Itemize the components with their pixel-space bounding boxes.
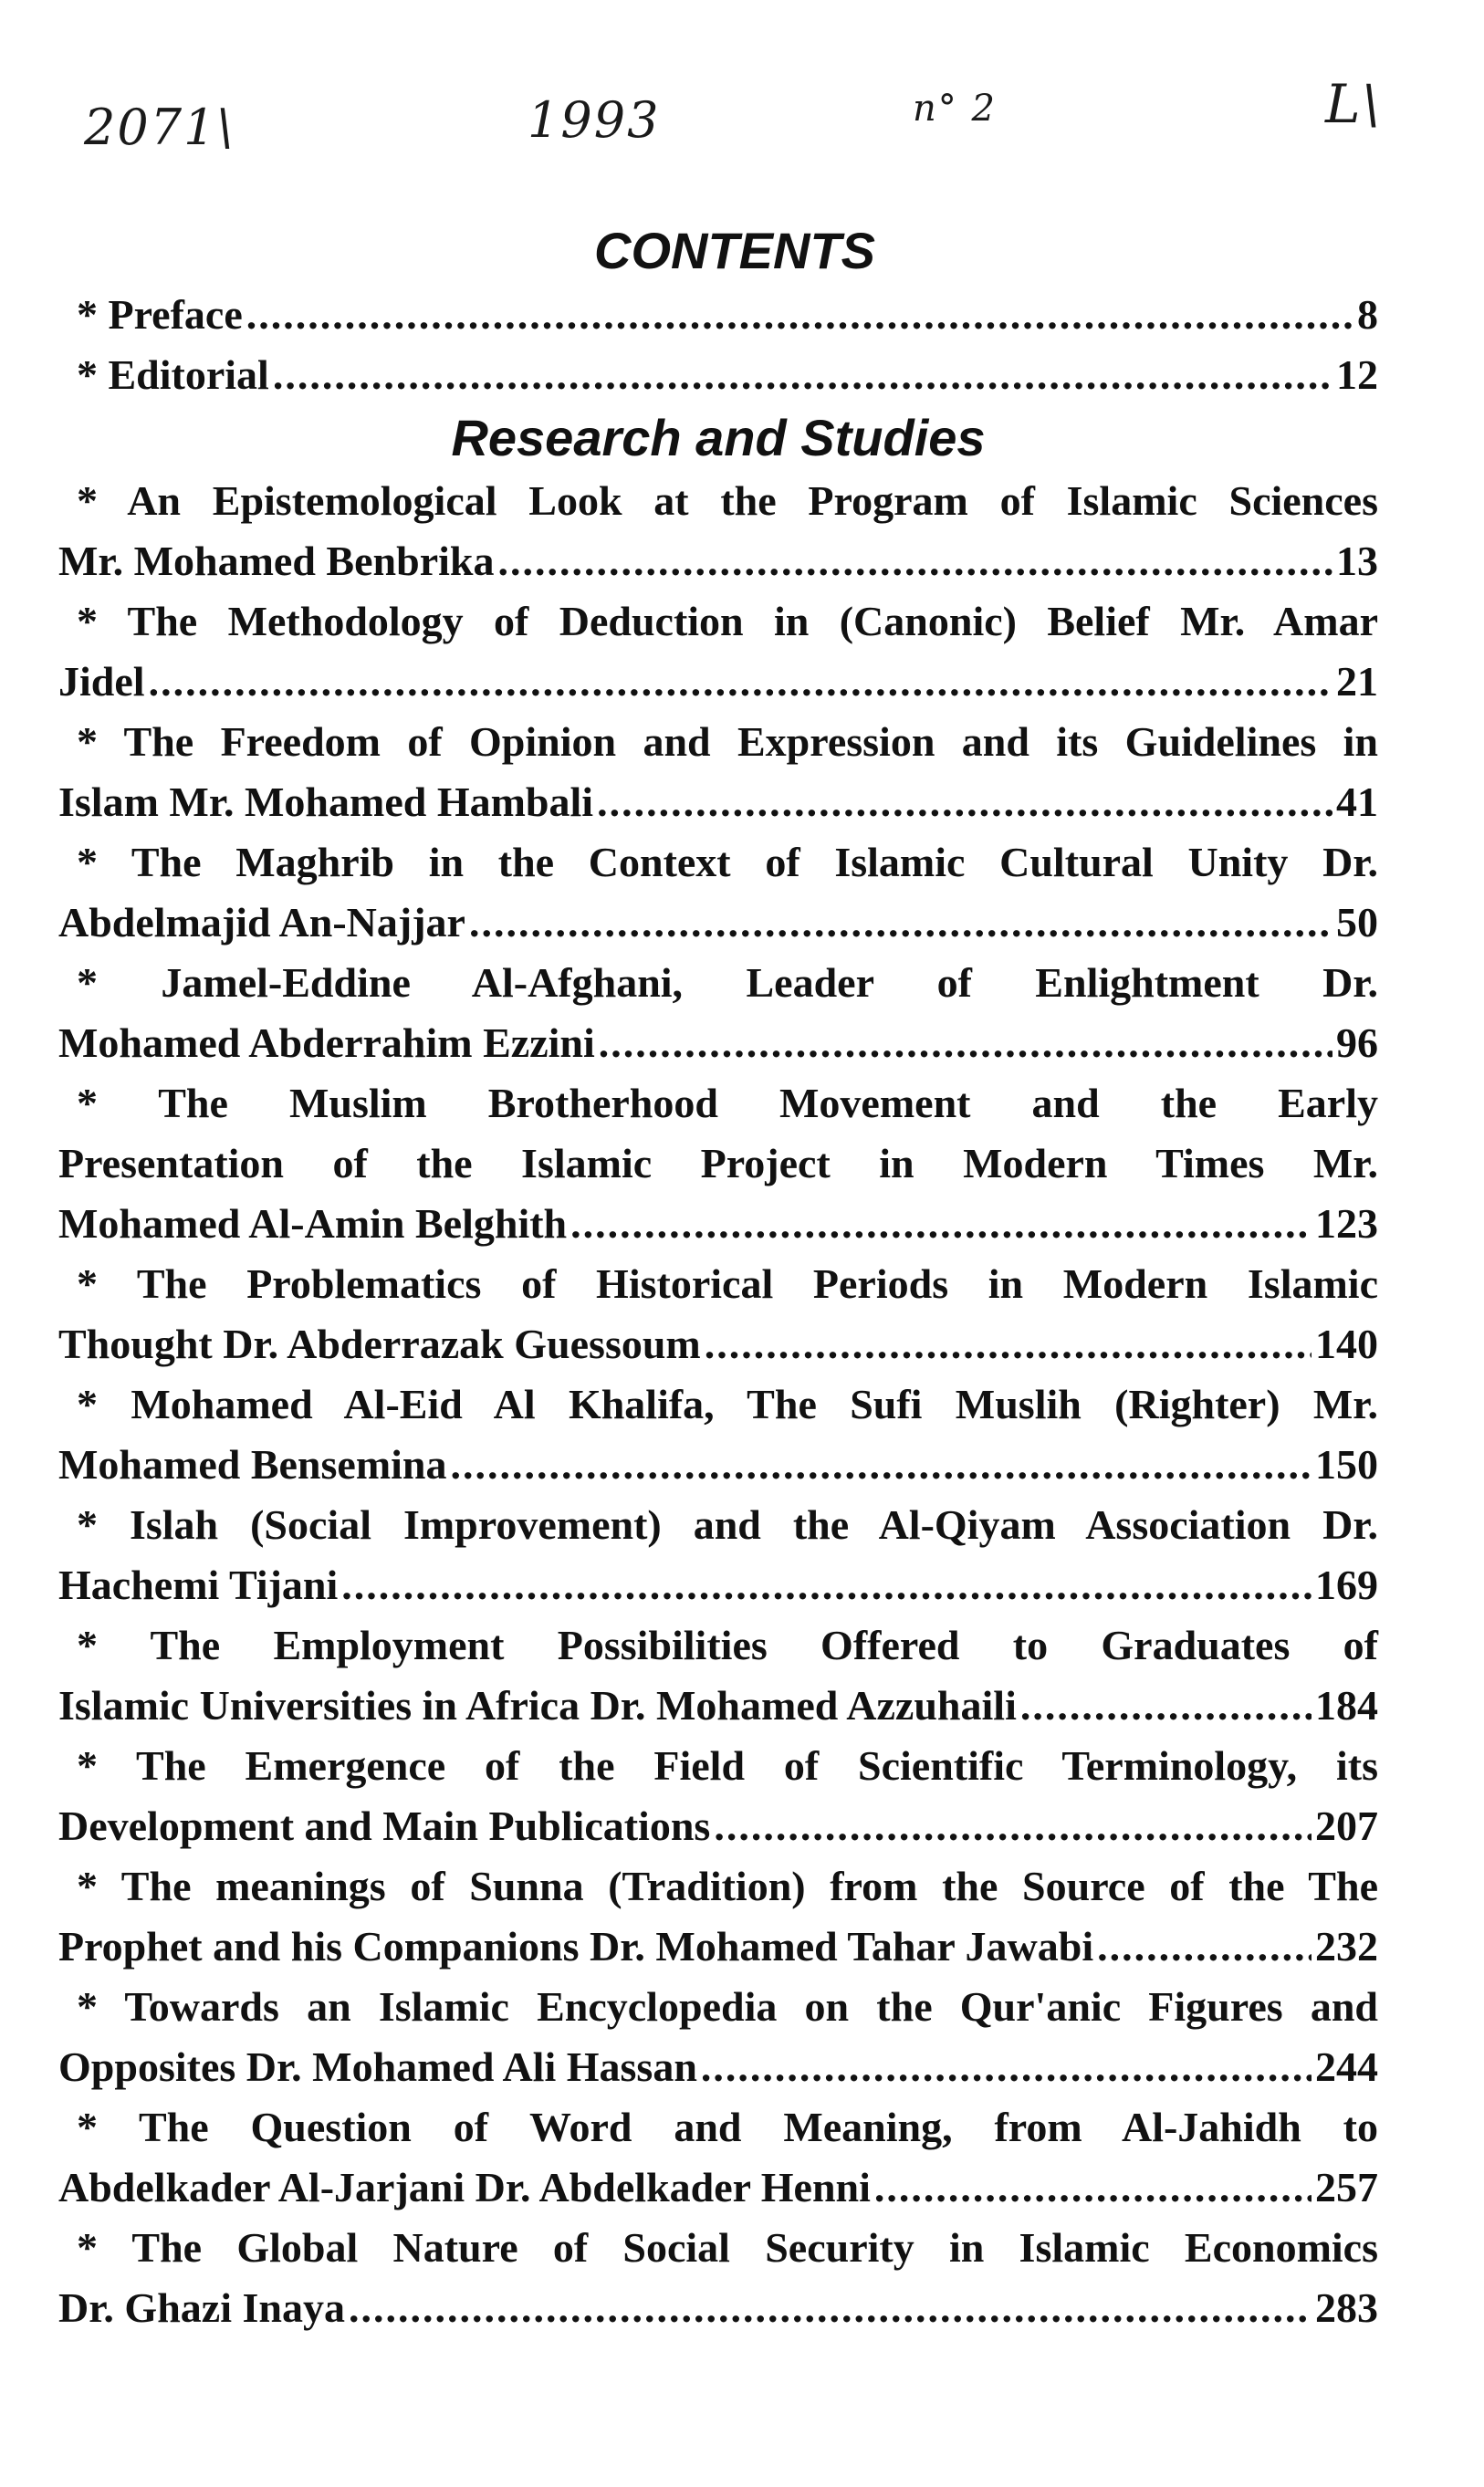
toc-entry [58, 1615, 1378, 1736]
toc-entry-author: Jidel [58, 658, 145, 705]
toc-entry-line: Presentation of the Islamic Project in Modern Times Mr. [58, 1140, 1378, 1186]
toc-entry [58, 1977, 1378, 2097]
toc-entry [58, 1856, 1378, 1977]
dot-leader [1097, 1917, 1312, 1977]
toc-entry [58, 1495, 1378, 1615]
toc-entry [58, 2097, 1378, 2218]
toc-entry-line: * An Epistemological Look at the Program of Islamic Sciences [77, 477, 1378, 524]
toc-entry-last-line [58, 1194, 1378, 1254]
dot-leader [705, 1314, 1312, 1374]
toc-page-number: 12 [1336, 351, 1378, 398]
toc-page-number: 21 [1336, 658, 1378, 705]
toc-entry-last-line [58, 1796, 1378, 1856]
toc-entry [58, 1254, 1378, 1374]
handwritten-mark: L\ [1325, 73, 1383, 135]
toc-entry-line: * The Freedom of Opinion and Expression and its Guidelines in [77, 718, 1378, 765]
toc-entry-line: * The Methodology of Deduction in (Canonic) Belief Mr. Amar [77, 598, 1378, 644]
toc-page-number: 283 [1315, 2284, 1378, 2331]
toc-entry-line: * The Maghrib in the Context of Islamic Cultural Unity Dr. [77, 839, 1378, 885]
toc-preface [58, 285, 1378, 345]
contents-page [58, 219, 1378, 2338]
toc-entry-last-line [58, 1555, 1378, 1615]
toc-entry-last-line [58, 2037, 1378, 2097]
toc-entry [58, 591, 1378, 712]
toc-page-number: 50 [1336, 899, 1378, 946]
toc-entry-line: * Towards an Islamic Encyclopedia on the Qur'anic Figures and [77, 1983, 1378, 2030]
toc-page-number: 140 [1315, 1321, 1378, 1367]
toc-entry [58, 471, 1378, 591]
toc-entry-author: Thought Dr. Abderrazak Guessoum [58, 1321, 701, 1367]
toc-entry-line: * The meanings of Sunna (Tradition) from the Source of the The [77, 1863, 1378, 1909]
dot-leader [451, 1435, 1312, 1495]
toc-entry-last-line [58, 2158, 1378, 2218]
dot-leader [714, 1796, 1312, 1856]
dot-leader [599, 1013, 1332, 1073]
toc-entry [58, 1736, 1378, 1856]
toc-page-number: 207 [1315, 1803, 1378, 1849]
toc-entry-last-line [58, 2278, 1378, 2338]
dot-leader [273, 345, 1332, 405]
toc-entry-author: Development and Main Publications [58, 1803, 711, 1849]
toc-entry-title: * Preface [77, 291, 243, 338]
toc-entry-line: * The Question of Word and Meaning, from Al-Jahidh to [77, 2104, 1378, 2150]
toc-entry [58, 1374, 1378, 1495]
toc-entry-author: Mohamed Abderrahim Ezzini [58, 1019, 595, 1066]
dot-leader [341, 1555, 1312, 1615]
toc-page-number: 123 [1315, 1200, 1378, 1247]
toc-entry-last-line [58, 1314, 1378, 1374]
toc-entry-last-line [58, 1013, 1378, 1073]
handwritten-year: 1993 [528, 91, 661, 149]
dot-leader [597, 772, 1332, 832]
toc-page-number: 232 [1315, 1923, 1378, 1970]
toc-entry-author: Islamic Universities in Africa Dr. Mohamed Azzuhaili [58, 1682, 1017, 1729]
toc-entry-line: * Islah (Social Improvement) and the Al-Qiyam Association Dr. [77, 1501, 1378, 1548]
toc-entry-last-line [58, 893, 1378, 953]
toc-entry-author: Dr. Ghazi Inaya [58, 2284, 345, 2331]
toc-page-number: 96 [1336, 1019, 1378, 1066]
toc-entry-last-line [58, 1917, 1378, 1977]
toc-entry [58, 953, 1378, 1073]
toc-entry-line: * Jamel-Eddine Al-Afghani, Leader of Enlightment Dr. [77, 959, 1378, 1006]
toc-page-number: 13 [1336, 538, 1378, 584]
dot-leader [701, 2037, 1312, 2097]
dot-leader [149, 652, 1332, 712]
toc-entry-author: Islam Mr. Mohamed Hambali [58, 778, 594, 825]
toc-entry-last-line [58, 531, 1378, 591]
toc-page-number: 41 [1336, 778, 1378, 825]
toc-entry-last-line [58, 1676, 1378, 1736]
toc-entry-line: * Mohamed Al-Eid Al Khalifa, The Sufi Muslih (Righter) Mr. [77, 1381, 1378, 1427]
dot-leader [570, 1194, 1312, 1254]
dot-leader [246, 285, 1353, 345]
toc-page-number: 244 [1315, 2043, 1378, 2090]
dot-leader [469, 893, 1332, 953]
toc-editorial [58, 345, 1378, 405]
handwritten-catalog-number: 2071\ [84, 99, 235, 156]
toc-entry-author: Mr. Mohamed Benbrika [58, 538, 495, 584]
toc-entry-author: Abdelmajid An-Najjar [58, 899, 465, 946]
toc-entry-last-line [58, 772, 1378, 832]
dot-leader [497, 531, 1332, 591]
toc-entry [58, 2218, 1378, 2338]
section-heading: Research and Studies [451, 409, 986, 466]
toc-entry-author: Abdelkader Al-Jarjani Dr. Abdelkader Henni [58, 2164, 871, 2210]
toc-entry-line: * The Emergence of the Field of Scientific Terminology, its [77, 1742, 1378, 1789]
toc-page-number: 257 [1315, 2164, 1378, 2210]
toc-entry-line: * The Problematics of Historical Periods in Modern Islamic [77, 1260, 1378, 1307]
toc-page-number: 8 [1357, 291, 1378, 338]
dot-leader [349, 2278, 1312, 2338]
toc-entry-title: * Editorial [77, 351, 269, 398]
toc-entry-author: Hachemi Tijani [58, 1562, 339, 1608]
toc-entry-line: * The Muslim Brotherhood Movement and the Early [77, 1080, 1378, 1126]
toc-entry-author: Mohamed Al-Amin Belghith [58, 1200, 568, 1247]
dot-leader [874, 2158, 1312, 2218]
contents-title: CONTENTS [594, 222, 875, 279]
toc-page-number: 169 [1315, 1562, 1378, 1608]
toc-entry-author: Opposites Dr. Mohamed Ali Hassan [58, 2043, 697, 2090]
toc-page-number: 150 [1315, 1441, 1378, 1488]
toc-entry-last-line [58, 1435, 1378, 1495]
toc-entries [58, 471, 1378, 2338]
dot-leader [1020, 1676, 1312, 1736]
toc-entry-author: Mohamed Bensemina [58, 1441, 447, 1488]
toc-entry-last-line [58, 652, 1378, 712]
toc-entry-author: Prophet and his Companions Dr. Mohamed Tahar Jawabi [58, 1923, 1094, 1970]
toc-entry [58, 712, 1378, 832]
toc-page-number: 184 [1315, 1682, 1378, 1729]
toc-entry [58, 1073, 1378, 1254]
toc-entry [58, 832, 1378, 953]
handwritten-issue: n° 2 [913, 88, 997, 130]
toc-entry-line: * The Global Nature of Social Security in Islamic Economics [77, 2224, 1378, 2271]
toc-entry-line: * The Employment Possibilities Offered to Graduates of [77, 1622, 1378, 1668]
